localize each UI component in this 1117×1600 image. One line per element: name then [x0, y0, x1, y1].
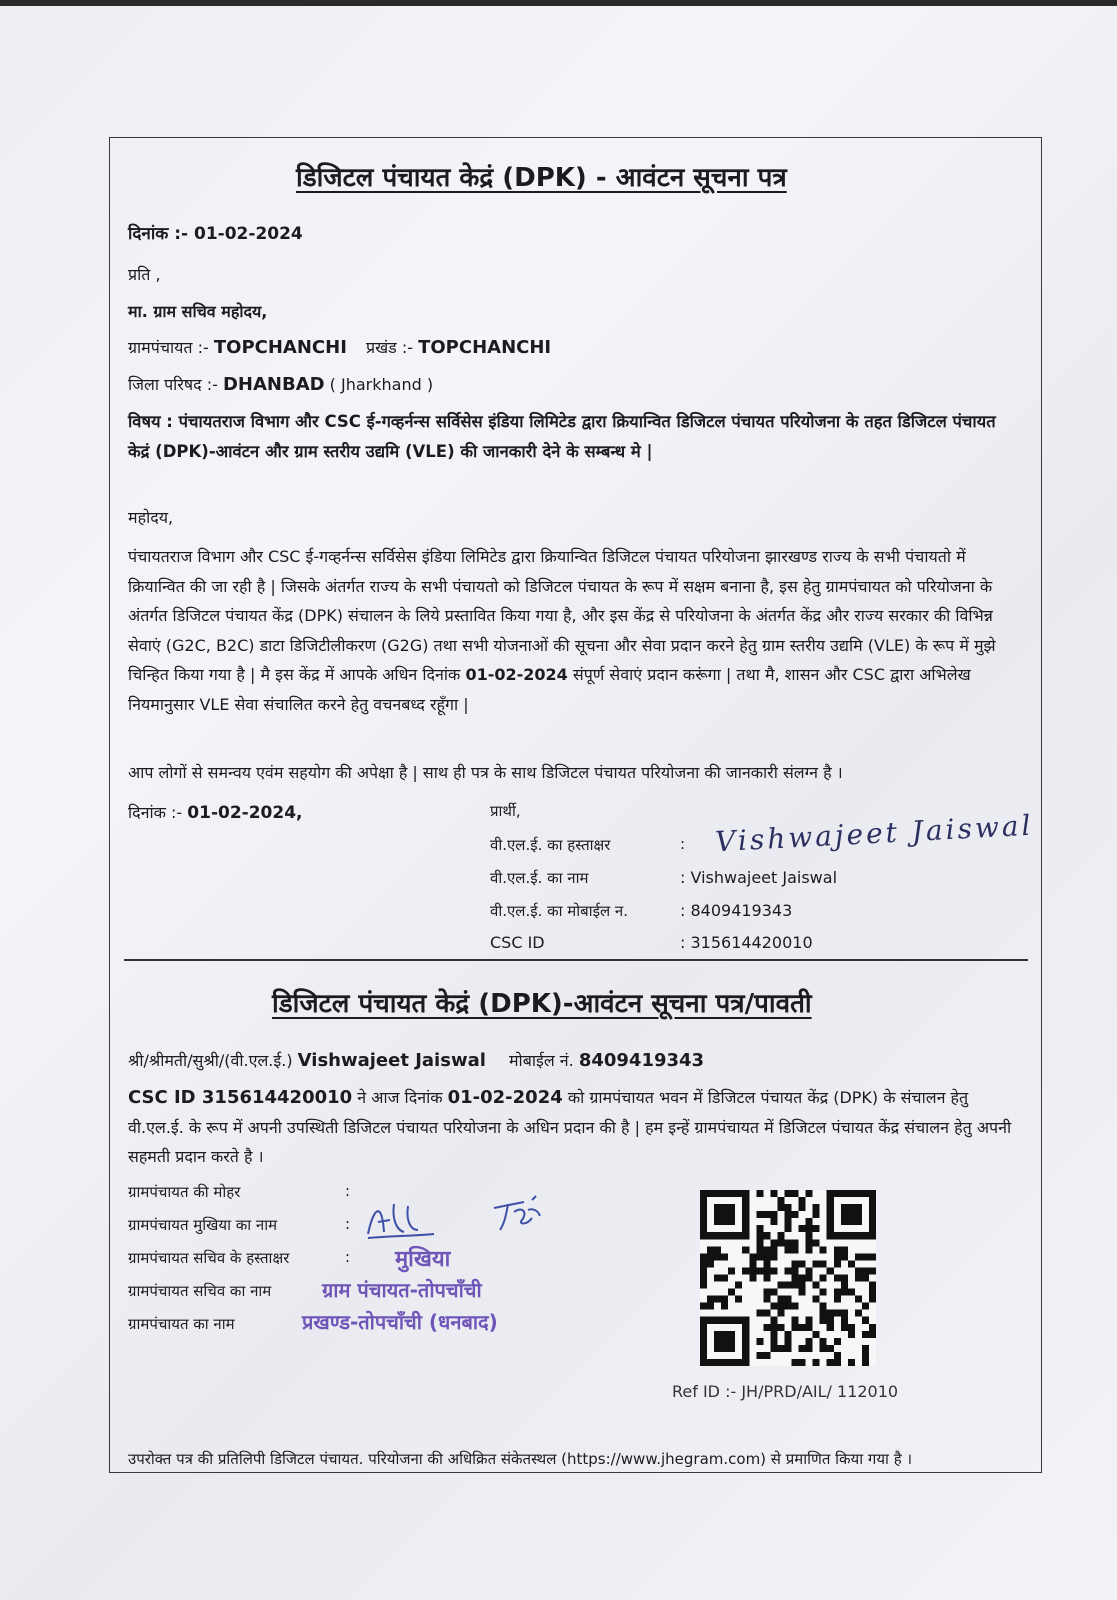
csc-id-label: CSC ID [490, 933, 545, 952]
subject: विषय : पंचायतराज विभाग और CSC ई-गव्हर्नन्स सर्विसेस इंडिया लिमिटेड द्वारा क्रियान्वित डिजिटल पंचायत परियोजना के तहत डिजिटल पंचायत केद्रं (DPK)-आवंटन और ग्राम स्तरीय उद्यमि (VLE) की जानकारी देने के सम्बन्ध मे | [128, 412, 996, 461]
colon-3: : [345, 1248, 351, 1266]
csc-id: : 315614420010 [680, 933, 813, 952]
prati-text: प्रति , [128, 265, 161, 284]
addressee: मा. ग्राम सचिव महोदय, [128, 302, 268, 321]
vle-mobile-label: वी.एल.ई. का मोबाईल न. [490, 902, 629, 920]
vle-person-line [128, 1049, 704, 1071]
district-label: जिला परिषद :- [128, 375, 218, 394]
date2-value: 01-02-2024, [187, 803, 303, 823]
field-mukhiya-name: ग्रामपंचायत मुखिया का नाम [128, 1216, 278, 1234]
vle-signature-colon: : [680, 835, 686, 853]
field-mohar: ग्रामपंचायत की मोहर [128, 1183, 241, 1201]
person-name: Vishwajeet Jaiswal [297, 1050, 486, 1071]
vle-name-label: वी.एल.ई. का नाम [490, 869, 589, 887]
mukhiya-signature-icon [360, 1196, 440, 1242]
colon-1: : [345, 1182, 351, 1200]
qr-code-icon [700, 1190, 876, 1366]
vle-name: : Vishwajeet Jaiswal [680, 868, 838, 887]
body-paragraph [128, 542, 1018, 719]
district-line [128, 373, 433, 395]
vle-signature-label: वी.एल.ई. का हस्ताक्षर [490, 836, 611, 854]
ack-csc-id: CSC ID 315614420010 [128, 1087, 353, 1108]
date2-line [128, 801, 303, 823]
stamp-gram-panchayat: ग्राम पंचायत-तोपचाँची [322, 1278, 482, 1302]
scan-edge [0, 0, 1117, 6]
state-value: ( Jharkhand ) [329, 375, 434, 394]
body-part2: संपूर्ण सेवाएं प्रदान करूंगा | तथा मै, शासन और CSC द्वारा अभिलेख नियमानुसार VLE सेवा संचालित करने हेतु वचनबध्द रहूँगा | [128, 665, 971, 714]
field-sachiv-signature: ग्रामपंचायत सचिव के हस्ताक्षर [128, 1249, 290, 1267]
vle-signature: Vishwajeet Jaiswal [714, 808, 1035, 859]
district-value: DHANBAD [222, 374, 325, 395]
field-gp-name: ग्रामपंचायत का नाम [128, 1315, 235, 1333]
footer-note: उपरोक्त पत्र की प्रतिलिपी डिजिटल पंचायत. परियोजना की अधिक्रित संकेतस्थल (https://www.jhegram.com) से प्रमाणित किया गया है । [128, 1450, 913, 1468]
body-part1: पंचायतराज विभाग और CSC ई-गव्हर्नन्स सर्विसेस इंडिया लिमिटेड द्वारा क्रियान्वित डिजिटल पंचायत परियोजना झारखण्ड राज्य के सभी पंचायतो में क्रियान्वित की जा रही है | जिसके अंतर्गत राज्य के सभी पंचायतो को डिजिटल पंचायत के रूप में सक्षम बनाना है, इस हेतु ग्रामपंचायत को परियोजना के अंतर्गत डिजिटल पंचायत केंद्र (DPK) संचालन के लिये प्रस्तावित किया गया है, और इस केंद्र से परियोजना के अंतर्गत केंद्र और राज्य सरकार की विभिन्न सेवाएं (G2C, B2C) डाटा डिजिटीलीकरण (G2G) तथा सभी योजनाओं की सूचना और सेवा प्रदान करने हेतु ग्राम स्तरीय उद्यमि (VLE) के रूप में मुझे चिन्हित किया गया है | मै इस केंद्र में आपके अधिन दिनांक [128, 547, 996, 684]
person-prefix: श्री/श्रीमती/सुश्री/(वी.एल.ई.) [128, 1051, 293, 1070]
vle-mobile: : 8409419343 [680, 901, 793, 920]
ack-date: 01-02-2024 [447, 1087, 563, 1108]
gram-panchayat-line [128, 336, 551, 358]
block-value: TOPCHANCHI [418, 337, 552, 358]
salutation: महोदय, [128, 508, 174, 527]
gp-label: ग्रामपंचायत :- [128, 338, 209, 357]
lower-title: डिजिटल पंचायत केद्रं (DPK)-आवंटन सूचना पत्र/पावती [272, 989, 812, 1019]
gp-value: TOPCHANCHI [213, 337, 347, 358]
section-divider [124, 959, 1028, 961]
mobile-value: 8409419343 [578, 1050, 705, 1071]
stamp-mukhiya: मुखिया [395, 1247, 451, 1272]
date2-label: दिनांक :- [128, 803, 183, 822]
acknowledgement-paragraph [128, 1083, 1018, 1172]
colon-2: : [345, 1215, 351, 1233]
mobile-label: मोबाईल नं. [508, 1051, 574, 1070]
ack-body-b: को ग्रामपंचायत भवन में डिजिटल पंचायत केंद्र (DPK) के संचालन हेतु वी.एल.ई. के रूप में अपनी उपस्थिती डिजिटल पंचायत परियोजना के अधिन प्रदान की है | हम इन्हें ग्रामपंचायत में डिजिटल पंचायत केंद्र संचालन हेतु अपनी सहमती प्रदान करते है । [128, 1088, 1012, 1166]
body-date: 01-02-2024 [465, 665, 568, 684]
sachiv-signature-icon [488, 1192, 546, 1234]
field-sachiv-name: ग्रामपंचायत सचिव का नाम [128, 1282, 272, 1300]
upper-title: डिजिटल पंचायत केद्रं (DPK) - आवंटन सूचना पत्र [296, 163, 787, 193]
stamp-prakhand: प्रखण्ड-तोपचाँची (धनबाद) [302, 1310, 498, 1334]
ref-id: Ref ID :- JH/PRD/AIL/ 112010 [672, 1382, 899, 1401]
letter-date: दिनांक :- 01-02-2024 [128, 224, 303, 244]
ack-body-a: ने आज दिनांक [357, 1088, 443, 1107]
prarthi: प्रार्थी, [490, 802, 521, 820]
closing-line: आप लोगों से समन्वय एवंम सहयोग की अपेक्षा है | साथ ही पत्र के साथ डिजिटल पंचायत परियोजना की जानकारी संलग्न है । [128, 763, 843, 782]
block-label: प्रखंड :- [365, 338, 413, 357]
